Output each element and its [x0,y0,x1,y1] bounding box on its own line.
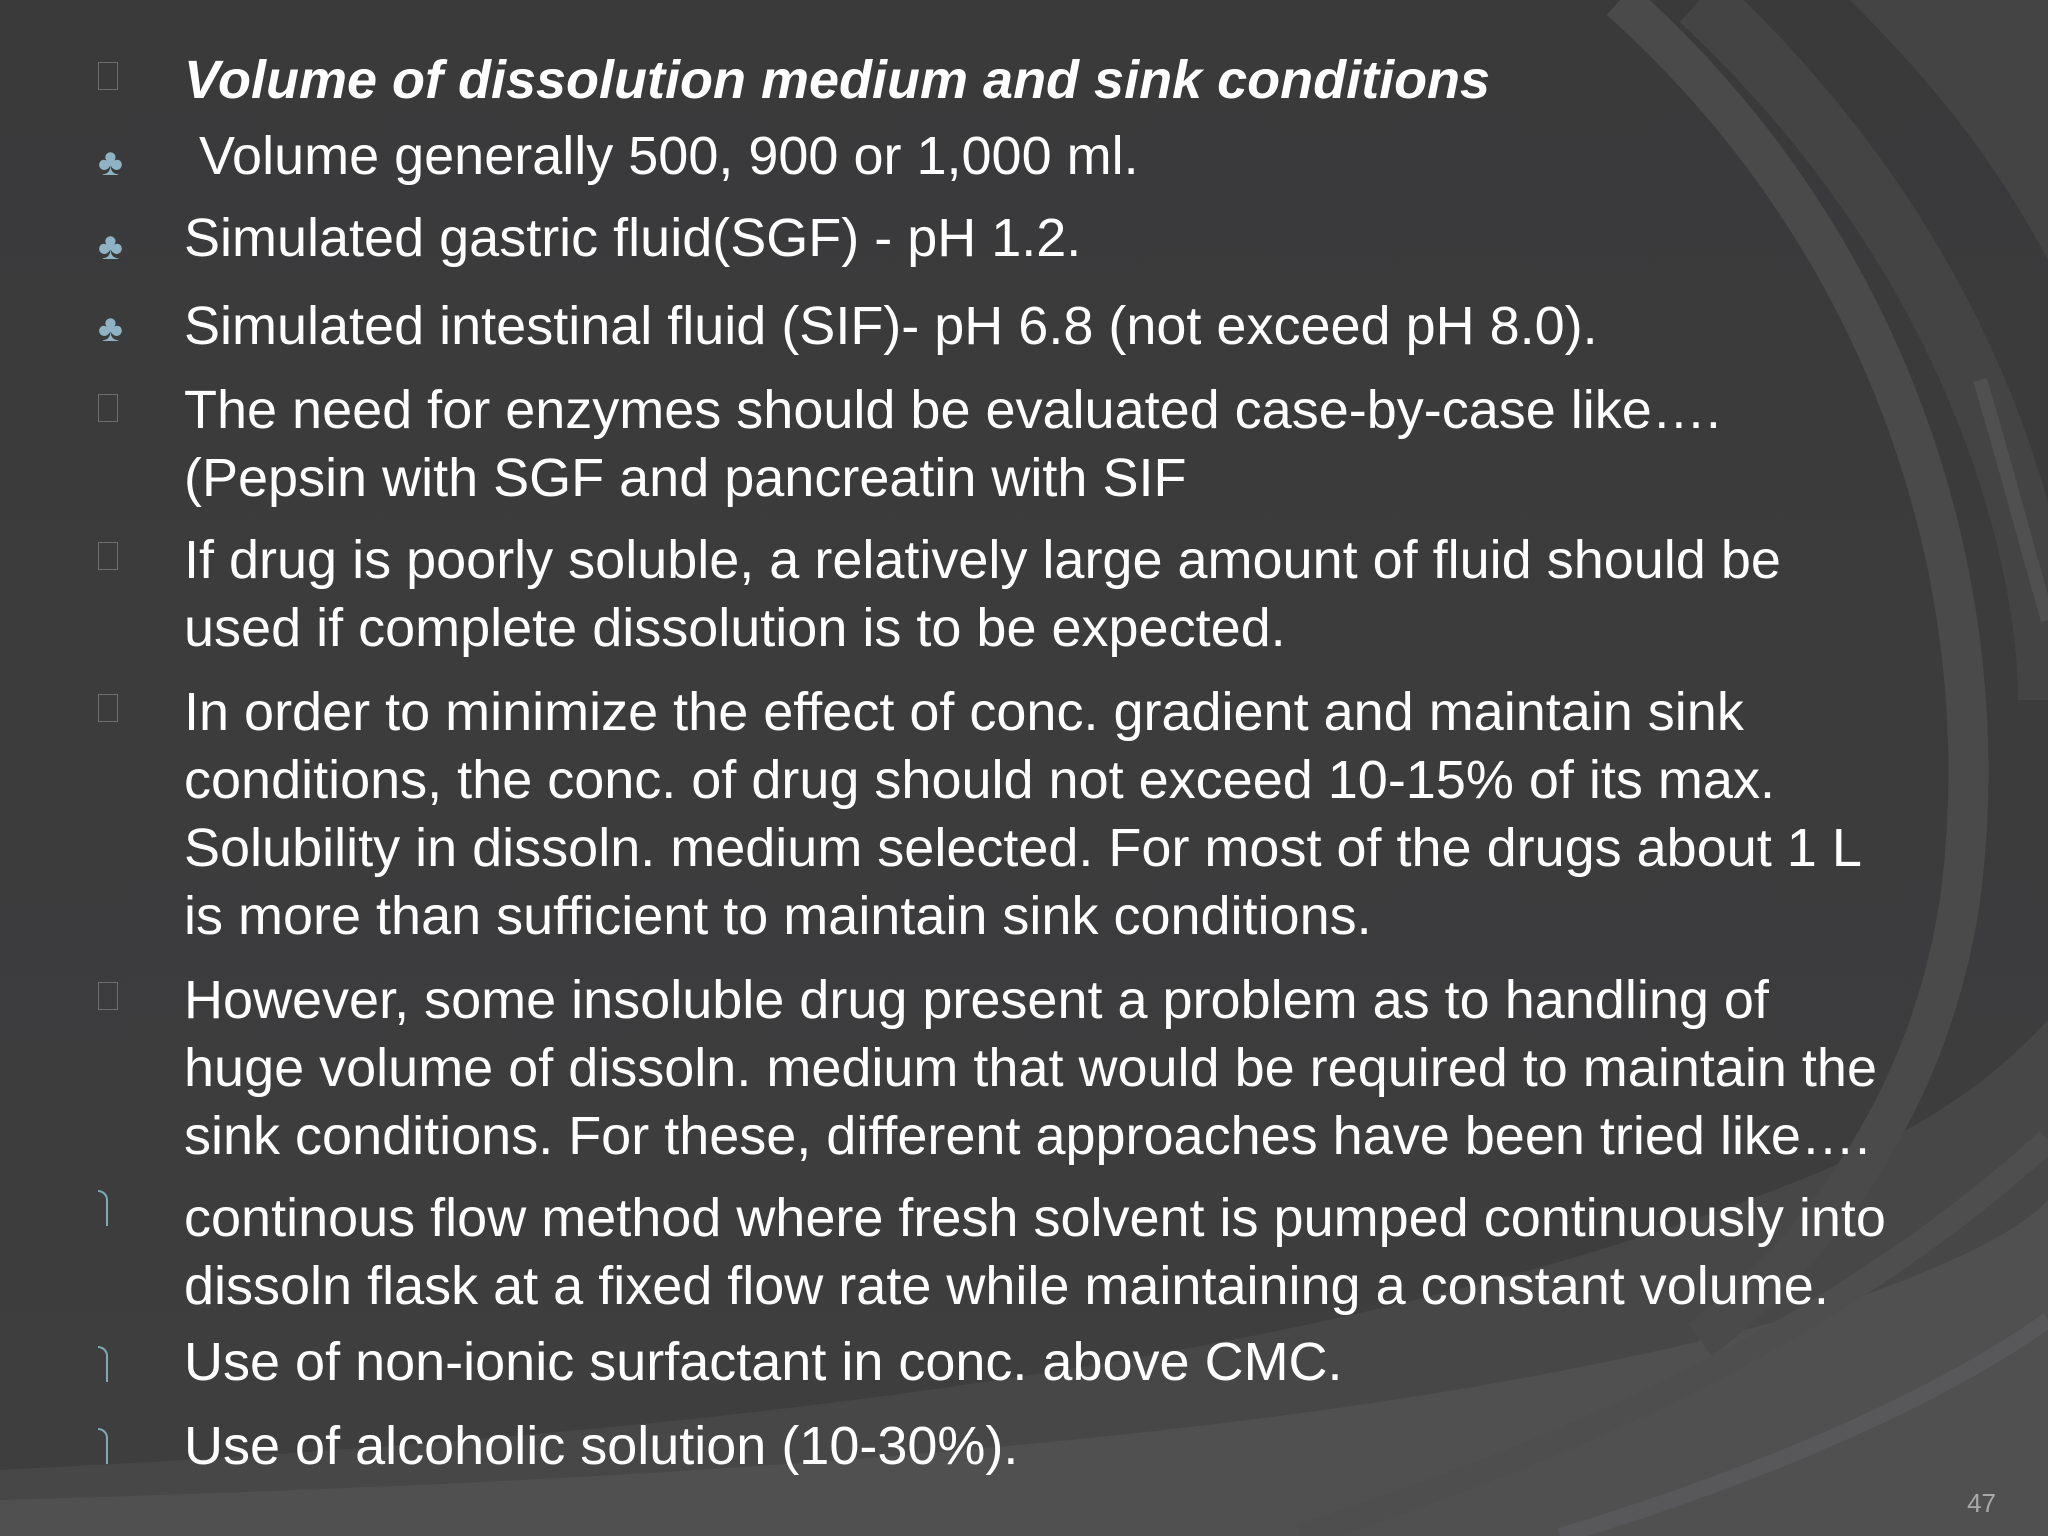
list-item: If drug is poorly soluble, a relatively large amount of fluid should be used if complete dissolution is to be expected. [184,530,1781,658]
box-icon [98,694,118,722]
list-item: continous flow method where fresh solvent is pumped continuously into dissoln flask at a fixed flow rate while maintaining a constant volume. [184,1188,1886,1316]
list-item: Volume generally 500, 900 or 1,000 ml. [184,126,1139,186]
bracket-icon [98,1190,108,1226]
slide-title: Volume of dissolution medium and sink conditions [184,50,1491,110]
list-item: Simulated intestinal fluid (SIF)- pH 6.8 (not exceed pH 8.0). [184,296,1598,356]
box-icon [98,394,118,422]
bracket-icon [98,1428,108,1464]
list-item: Use of alcoholic solution (10-30%). [184,1416,1019,1476]
box-icon [98,542,118,570]
bracket-icon [98,1346,108,1382]
list-item: However, some insoluble drug present a problem as to handling of huge volume of dissoln. medium that would be required to maintain the sink conditions. For these, different approaches have been tried like…. [184,970,1877,1166]
club-icon: ♣ [98,142,123,184]
page-number: 47 [1967,1488,1996,1518]
box-icon [98,62,118,90]
list-item: The need for enzymes should be evaluated case-by-case like…. (Pepsin with SGF and pancreatin with SIF [184,380,1721,508]
box-icon [98,982,118,1010]
list-item: Simulated gastric fluid(SGF) - pH 1.2. [184,208,1082,268]
club-icon: ♣ [98,308,123,350]
club-icon: ♣ [98,226,123,268]
list-item: Use of non-ionic surfactant in conc. above CMC. [184,1332,1343,1392]
list-item: In order to minimize the effect of conc. gradient and maintain sink conditions, the conc. of drug should not exceed 10-15% of its max. Solubility in dissoln. medium selected. For most of the drugs about 1 L is more than sufficient to maintain sink conditions. [184,682,1862,946]
